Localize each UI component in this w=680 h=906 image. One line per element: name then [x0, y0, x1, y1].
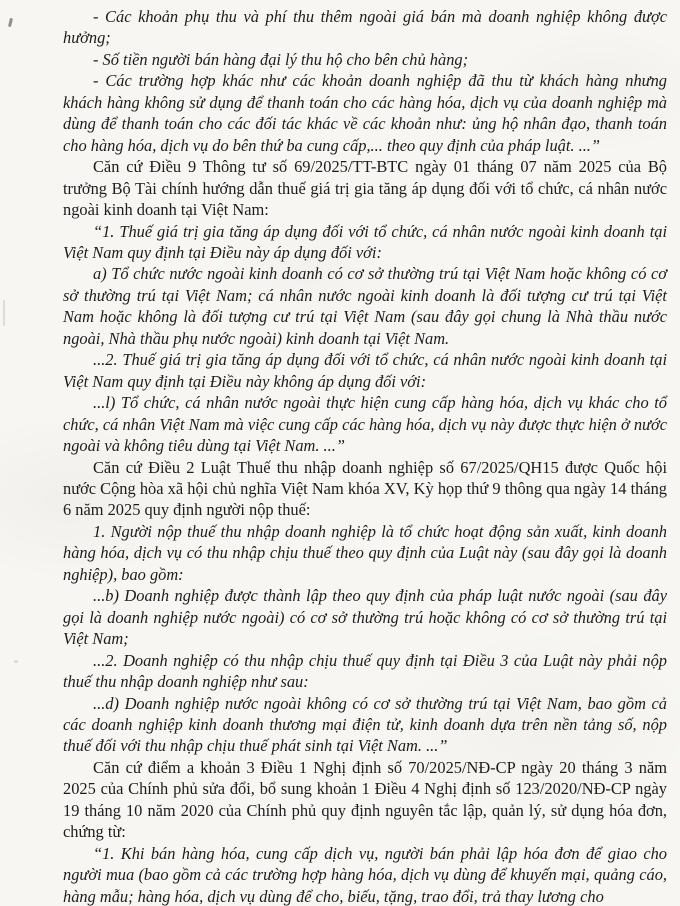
paragraph-surcharges-not-kept: - Các khoản phụ thu và phí thu thêm ngoài giá bán mà doanh nghiệp không được hưởng;: [63, 7, 667, 48]
paragraph-cit-taxpayer-clause-1: 1. Người nộp thuế thu nhập doanh nghiệp là tổ chức hoạt động sản xuất, kinh doanh hàng hóa, dịch vụ có thu nhập chịu thuế theo quy định của Luật này (sau đây gọi là doanh nghiệp), bao gồm:: [63, 521, 667, 584]
scan-artifact: [14, 660, 18, 663]
paragraph-vat-clause-2: ...2. Thuế giá trị gia tăng áp dụng đối với tổ chức, cá nhân nước ngoài kinh doanh tại Việt Nam quy định tại Điều này không áp dụng đối với:: [63, 350, 667, 391]
paragraph-other-collected-amounts: - Các trường hợp khác như các khoản doanh nghiệp đã thu từ khách hàng nhưng khách hàng không sử dụng để thanh toán cho các hàng hóa, dịch vụ của doanh nghiệp mà dùng để thanh toán cho các đối tác khác về các khoản như: ủng hộ nhân đạo, thanh toán cho hàng hóa, dịch vụ do bên thứ ba cung cấp,... theo quy định của pháp luật. ...”: [63, 71, 667, 155]
paragraph-cit-point-d: ...d) Doanh nghiệp nước ngoài không có cơ sở thường trú tại Việt Nam, bao gồm cả các doanh nghiệp kinh doanh thương mại điện tử, kinh doanh dựa trên nền tảng số, nộp thuế đối với thu nhập chịu thuế phát sinh tại Việt Nam. ...”: [63, 693, 667, 756]
paragraph-cit-clause-2: ...2. Doanh nghiệp có thu nhập chịu thuế quy định tại Điều 3 của Luật này phải nộp thuế thu nhập doanh nghiệp như sau:: [63, 650, 667, 692]
paragraph-basis-decree-70-2025: Căn cứ điểm a khoản 3 Điều 1 Nghị định số 70/2025/NĐ-CP ngày 20 tháng 3 năm 2025 của Chính phủ sửa đổi, bổ sung khoản 1 Điều 4 Nghị định số 123/2020/NĐ-CP ngày 19 tháng 10 năm 2020 của Chính phủ quy định nguyên tắc lập, quản lý, sử dụng hóa đơn, chứng từ:: [63, 757, 667, 842]
paragraph-basis-law-67-2025: Căn cứ Điều 2 Luật Thuế thu nhập doanh nghiệp số 67/2025/QH15 được Quốc hội nước Cộng hòa xã hội chủ nghĩa Việt Nam khóa XV, Kỳ họp thứ 9 thông qua ngày 14 tháng 6 năm 2025 quy định người nộp thuế:: [63, 457, 667, 520]
paragraph-cit-point-b: ...b) Doanh nghiệp được thành lập theo quy định của pháp luật nước ngoài (sau đây gọi là doanh nghiệp nước ngoài) có cơ sở thường trú hoặc không có cơ sở thường trú tại Việt Nam;: [63, 586, 667, 649]
paragraph-vat-clause-1: “1. Thuế giá trị gia tăng áp dụng đối với tổ chức, cá nhân nước ngoài kinh doanh tại Việt Nam quy định tại Điều này áp dụng đối với:: [63, 221, 667, 262]
paragraph-basis-circular-69-2025: Căn cứ Điều 9 Thông tư số 69/2025/TT-BTC ngày 01 tháng 07 năm 2025 của Bộ trưởng Bộ Tài chính hướng dẫn thuế giá trị gia tăng áp dụng đối với tổ chức, cá nhân nước ngoài kinh doanh tại Việt Nam:: [63, 157, 667, 220]
paragraph-invoice-rule-clause-1: “1. Khi bán hàng hóa, cung cấp dịch vụ, người bán phải lập hóa đơn để giao cho người mua (bao gồm cả các trường hợp hàng hóa, dịch vụ dùng để khuyến mại, quảng cáo, hàng mẫu; hàng hóa, dịch vụ dùng để cho, biếu, tặng, trao đổi, trả thay lương cho: [63, 843, 667, 906]
scan-artifact: [8, 18, 13, 27]
paragraph-agent-collection: - Số tiền người bán hàng đại lý thu hộ cho bên chủ hàng;: [93, 49, 469, 69]
paragraph-vat-point-l: ...l) Tổ chức, cá nhân nước ngoài thực hiện cung cấp hàng hóa, dịch vụ khác cho tổ chức, cá nhân Việt Nam mà việc cung cấp các hàng hóa, dịch vụ này được thực hiện ở nước ngoài và không tiêu dùng tại Việt Nam. ...”: [63, 393, 667, 456]
paragraph-vat-point-a: a) Tổ chức nước ngoài kinh doanh có cơ sở thường trú tại Việt Nam hoặc không có cơ sở thường trú tại Việt Nam; cá nhân nước ngoài kinh doanh là đối tượng cư trú tại Việt Nam hoặc không là đối tượng cư trú tại Việt Nam (sau đây gọi chung là Nhà thầu nước ngoài, Nhà thầu phụ nước ngoài) kinh doanh tại Việt Nam.: [63, 264, 667, 348]
scan-artifact: [3, 300, 5, 326]
